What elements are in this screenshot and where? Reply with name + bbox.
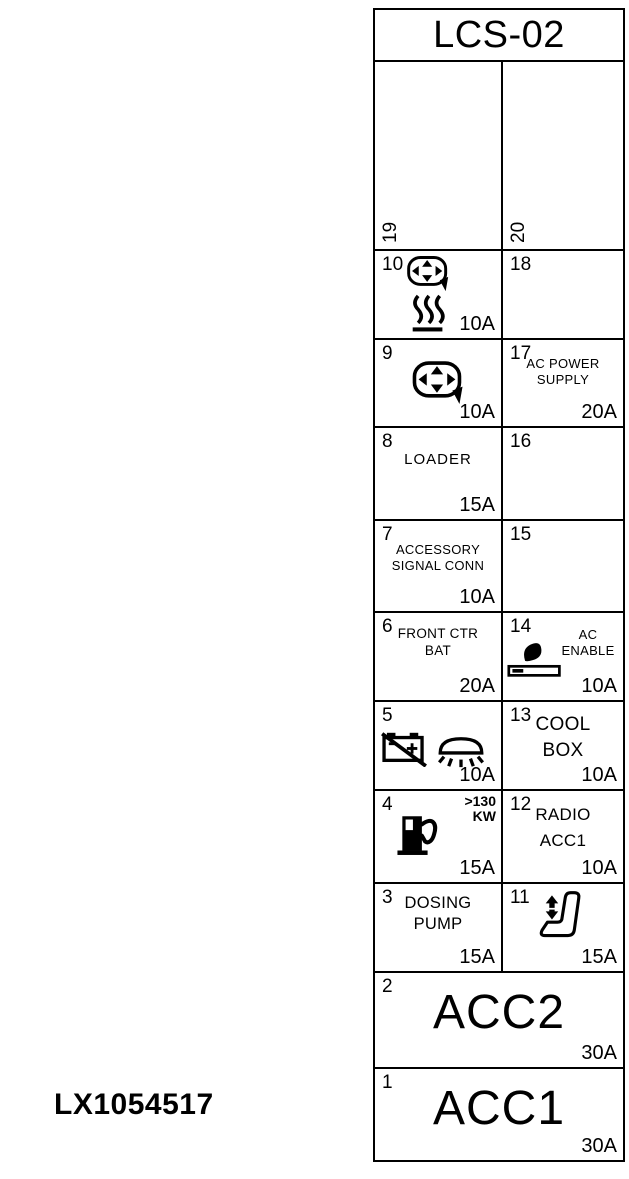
fuse-label-line: SIGNAL CONN [391, 558, 485, 574]
fuse-number-16: 16 [510, 431, 532, 452]
fuse-number-2: 2 [382, 976, 393, 997]
fuse-4-annotation [464, 794, 496, 823]
fuse-annotation-line: >130 [464, 793, 496, 809]
fuse-row-4-12 [375, 791, 623, 884]
fuse-cell-2 [375, 973, 623, 1067]
fuse-number-4: 4 [382, 794, 393, 815]
seat-height-icon [535, 890, 585, 940]
fuse-label-1: ACC1 [432, 1082, 566, 1135]
fuse-cell-20 [503, 62, 623, 249]
fuse-amps-17: 20A [581, 401, 617, 423]
fuse-cell-14 [503, 613, 623, 700]
fuse-cell-5 [375, 702, 503, 789]
fuse-cell-9 [375, 340, 503, 426]
fuse-label-line: DOSING [404, 894, 472, 912]
fuse-number-19: 19 [380, 221, 401, 243]
fuse-amps-12: 10A [581, 857, 617, 879]
fuse-number-9: 9 [382, 343, 393, 364]
fuse-amps-13: 10A [581, 764, 617, 786]
mirror-heat-icon [410, 293, 446, 333]
fuse-number-20: 20 [508, 221, 529, 243]
fuse-label-line: ACCESSORY [395, 542, 481, 557]
fuse-label-14 [555, 627, 621, 660]
fuse-row-7-15 [375, 521, 623, 613]
fuse-number-6: 6 [382, 616, 393, 637]
fuse-row-19-20 [375, 62, 623, 251]
fuse-box-lcs-02 [373, 8, 625, 1162]
fuse-row-6-14 [375, 613, 623, 702]
fuse-number-11: 11 [510, 887, 530, 908]
fuse-row-3-11 [375, 884, 623, 973]
fuse-label-8 [375, 451, 501, 470]
fuse-cell-11 [503, 884, 623, 971]
fuse-number-17: 17 [510, 343, 532, 364]
fuse-number-5: 5 [382, 705, 393, 726]
fuse-amps-7: 10A [459, 586, 495, 608]
fuse-10-icons [403, 255, 453, 333]
fuse-cell-17 [503, 340, 623, 426]
fuse-label-line: PUMP [413, 915, 463, 934]
fuse-cell-10 [375, 251, 503, 338]
fuse-number-3: 3 [382, 887, 393, 908]
fuse-amps-2: 30A [581, 1042, 617, 1064]
fuse-row-5-13 [375, 702, 623, 791]
fuse-annotation-line: KW [472, 807, 496, 824]
fuse-number-15: 15 [510, 524, 532, 545]
fuel-pump-icon [395, 813, 439, 857]
fuse-label-line: AC [578, 627, 598, 642]
fuse-row-8-16 [375, 428, 623, 521]
fuse-label-7 [375, 542, 501, 575]
fuse-number-18: 18 [510, 254, 532, 275]
fuse-amps-11: 15A [581, 946, 617, 968]
power-mirror-icon [403, 255, 453, 292]
fuse-label-3 [375, 893, 501, 936]
fuse-amps-10: 10A [459, 313, 495, 335]
fuse-row-10-18 [375, 251, 623, 340]
fuse-label-line: SUPPLY [536, 372, 590, 388]
fuse-cell-8 [375, 428, 503, 519]
fuse-label-2: ACC2 [432, 986, 566, 1039]
fuse-5-icons [381, 729, 485, 769]
fuse-label-line: BOX [542, 739, 584, 761]
fuse-amps-14: 10A [581, 675, 617, 697]
fuse-amps-4: 15A [459, 857, 495, 879]
fuse-amps-6: 20A [459, 675, 495, 697]
fuse-number-12: 12 [510, 794, 532, 815]
fuse-label-line: LOADER [404, 451, 472, 468]
fuse-cell-18 [503, 251, 623, 338]
fuse-label-6 [375, 626, 501, 660]
fuse-label-line: ENABLE [561, 643, 615, 659]
fuse-row-2 [375, 973, 623, 1069]
fuse-number-1: 1 [382, 1072, 393, 1093]
fuse-number-10: 10 [382, 254, 404, 275]
fuse-label-line: COOL [535, 714, 591, 735]
fuse-amps-8: 15A [459, 494, 495, 516]
fuse-cell-15 [503, 521, 623, 611]
fuse-label-line: AC POWER [526, 356, 600, 371]
fuse-cell-3 [375, 884, 503, 971]
fuse-row-1 [375, 1069, 623, 1160]
fuse-label-line: FRONT CTR [397, 626, 479, 641]
fuse-amps-5: 10A [459, 764, 495, 786]
fuse-cell-1 [375, 1069, 623, 1160]
fuse-box-title: LCS-02 [433, 13, 565, 56]
fuse-cell-4 [375, 791, 503, 882]
fuse-label-line: ACC1 [539, 831, 587, 851]
fuse-cell-12 [503, 791, 623, 882]
power-mirror-icon [411, 360, 465, 405]
fuse-row-9-17 [375, 340, 623, 428]
fuse-number-14: 14 [510, 616, 532, 637]
fuse-cell-7 [375, 521, 503, 611]
fuse-number-13: 13 [510, 705, 532, 726]
fuse-number-8: 8 [382, 431, 393, 452]
figure-label: LX1054517 [54, 1088, 214, 1121]
fuse-cell-16 [503, 428, 623, 519]
fuse-label-line: RADIO [535, 805, 591, 824]
fuse-amps-3: 15A [459, 946, 495, 968]
fuse-cell-13 [503, 702, 623, 789]
fuse-label-line: BAT [424, 642, 452, 658]
fuse-cell-19 [375, 62, 503, 249]
fuse-amps-1: 30A [581, 1135, 617, 1157]
fuse-box-title-row [375, 10, 623, 62]
fuse-amps-9: 10A [459, 401, 495, 423]
fuse-cell-6 [375, 613, 503, 700]
fuse-number-7: 7 [382, 524, 393, 545]
battery-cutoff-icon [381, 729, 427, 767]
